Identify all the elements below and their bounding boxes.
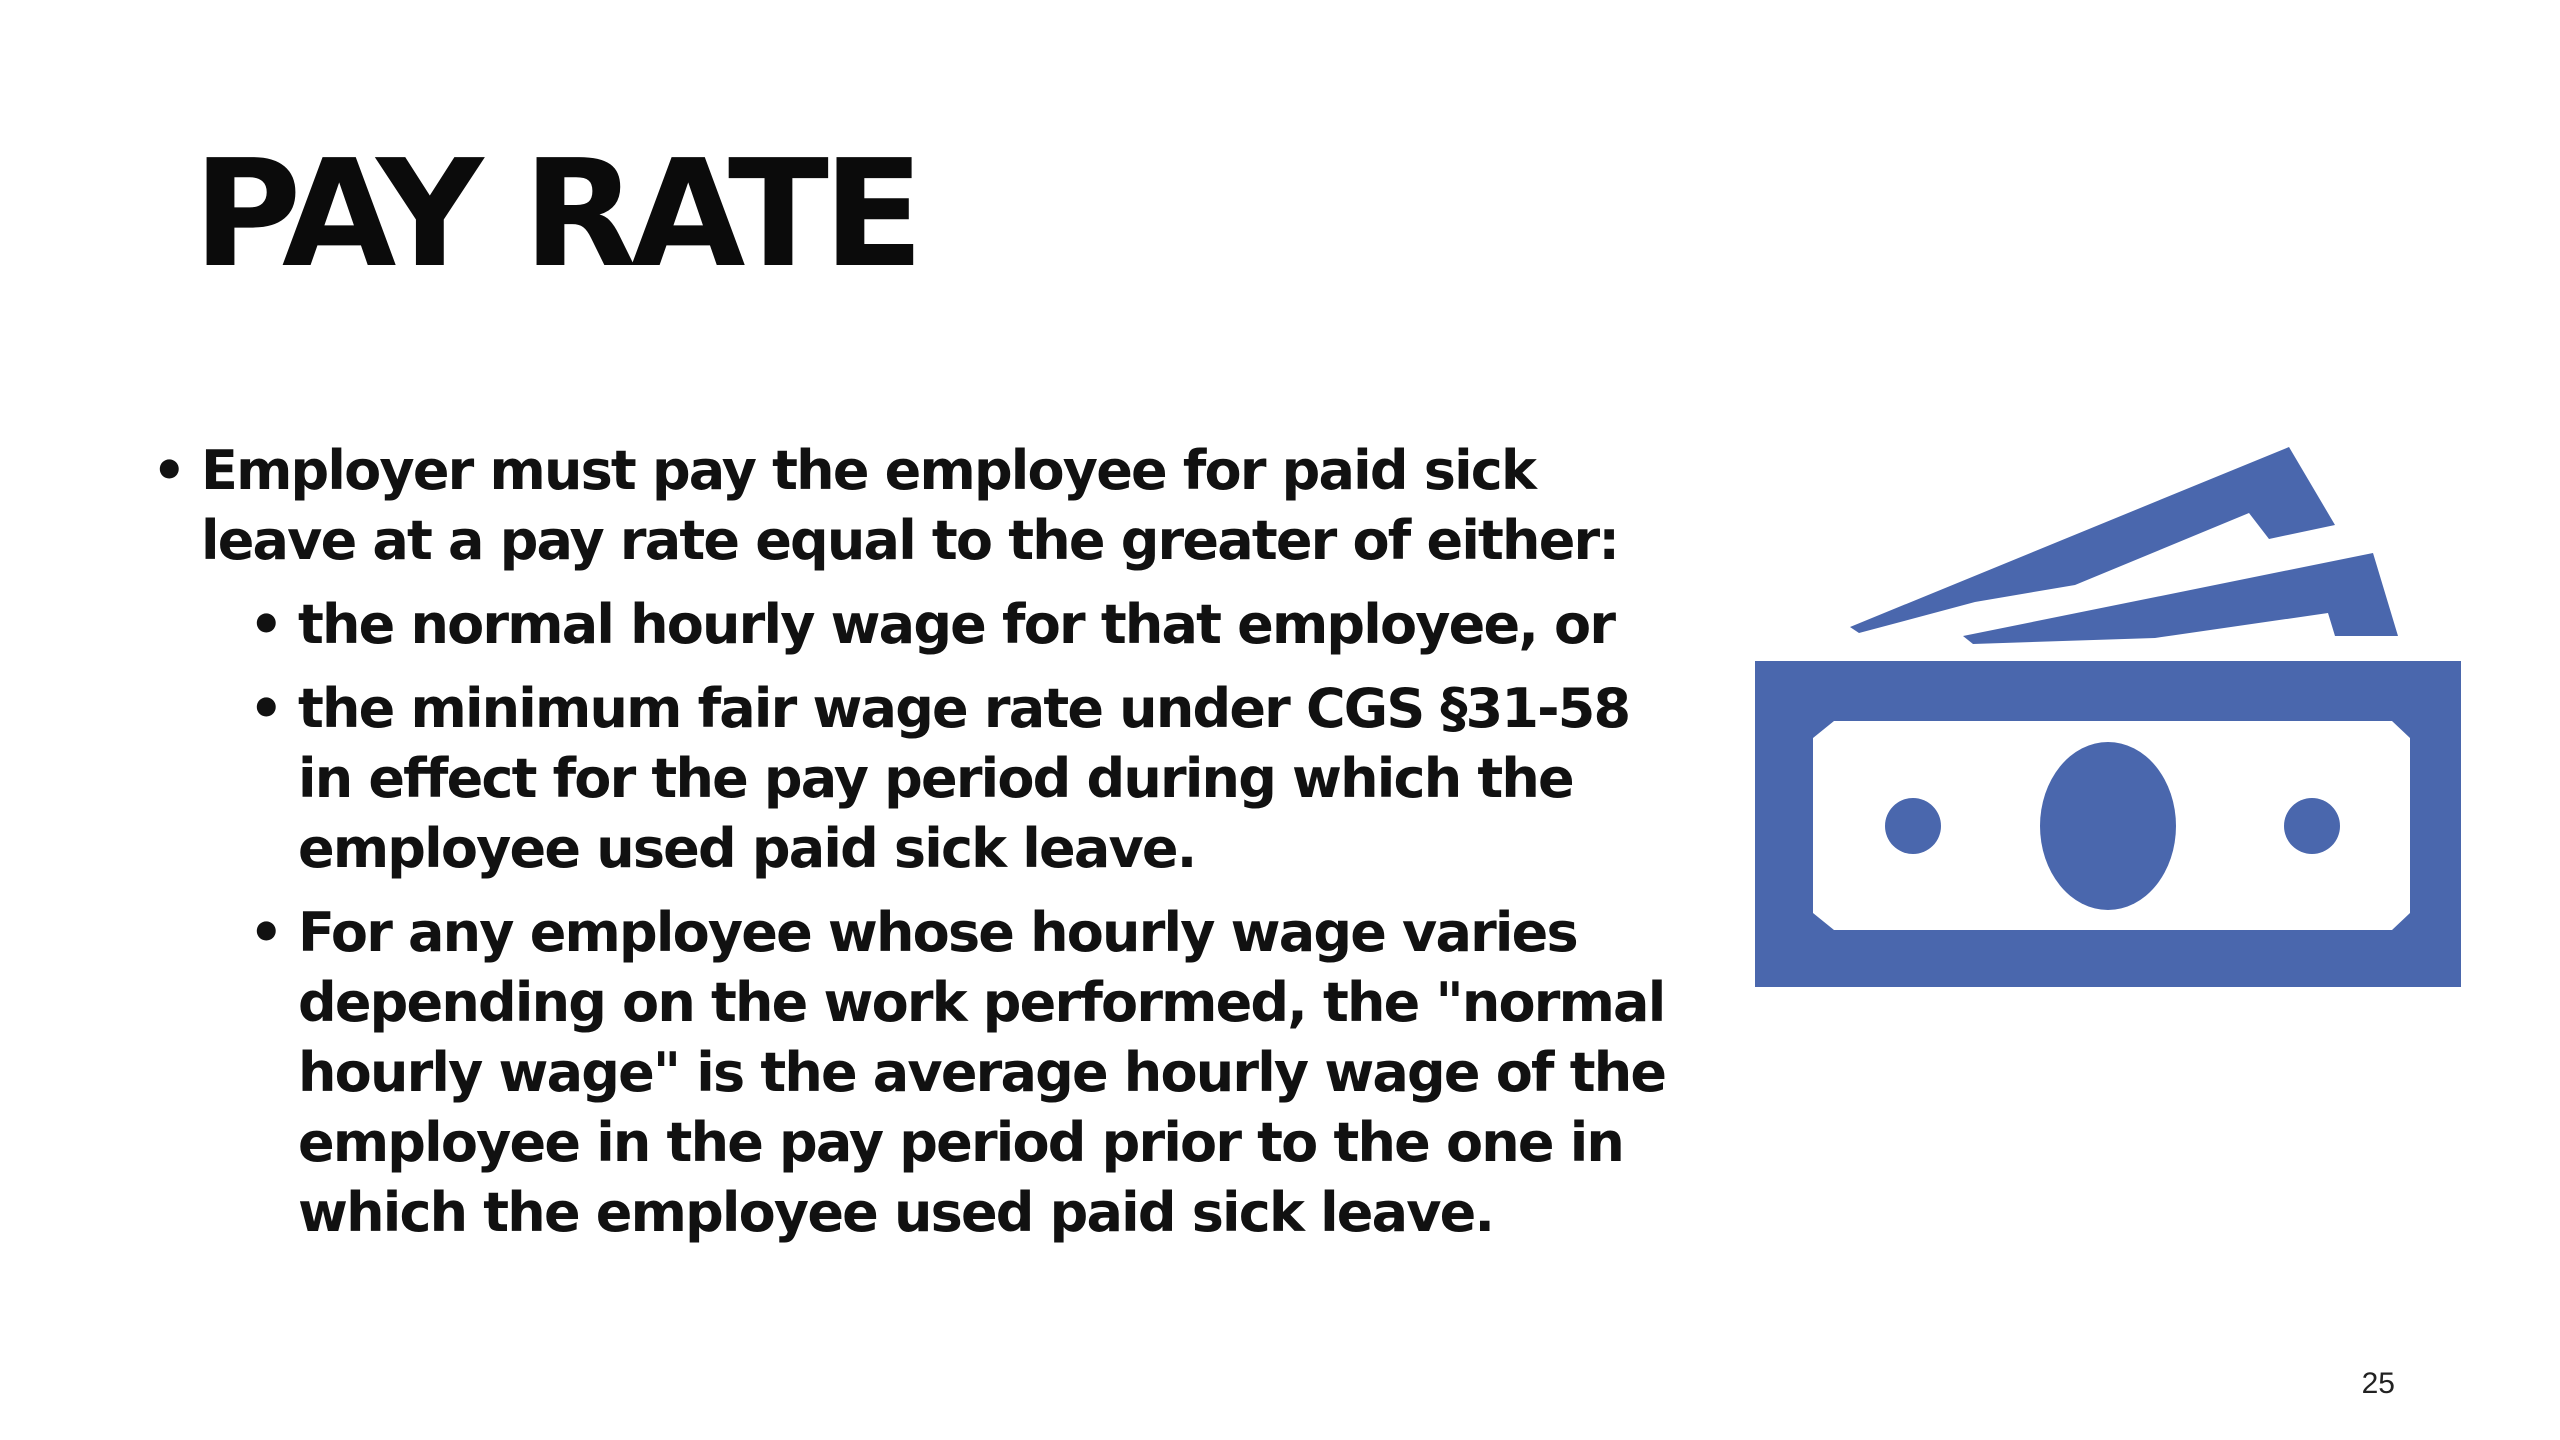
page-number: 25 [2361,1367,2395,1400]
bullet-marker: • [249,901,282,964]
bill-center-oval [2040,742,2176,910]
bullet-text: For any employee whose hourly wage varies depending on the work performed, the "normal hourly wage" is the average hourly wage of the employee in the pay period prior to the one in which the employee used paid sick leave. [298,901,1666,1244]
sub-bullet-item [152,898,1672,1248]
bullet-list [152,436,1672,1248]
bullet-item [152,436,1672,576]
bill-left-dot [1885,798,1941,854]
bullet-text: Employer must pay the employee for paid sick leave at a pay rate equal to the greater of either: [201,439,1619,572]
bullet-marker: • [152,439,185,502]
sub-bullet-item [152,674,1672,884]
slide-title: PAY RATE [193,128,919,300]
bullet-marker: • [249,593,282,656]
money-bills-icon [1745,440,2465,1000]
bullet-text: the normal hourly wage for that employee, or [298,593,1615,656]
bill-right-dot [2284,798,2340,854]
bullet-text: the minimum fair wage rate under CGS §31-58 in effect for the pay period during which the employee used paid sick leave. [298,677,1630,880]
sub-bullet-item [152,590,1672,660]
bullet-marker: • [249,677,282,740]
